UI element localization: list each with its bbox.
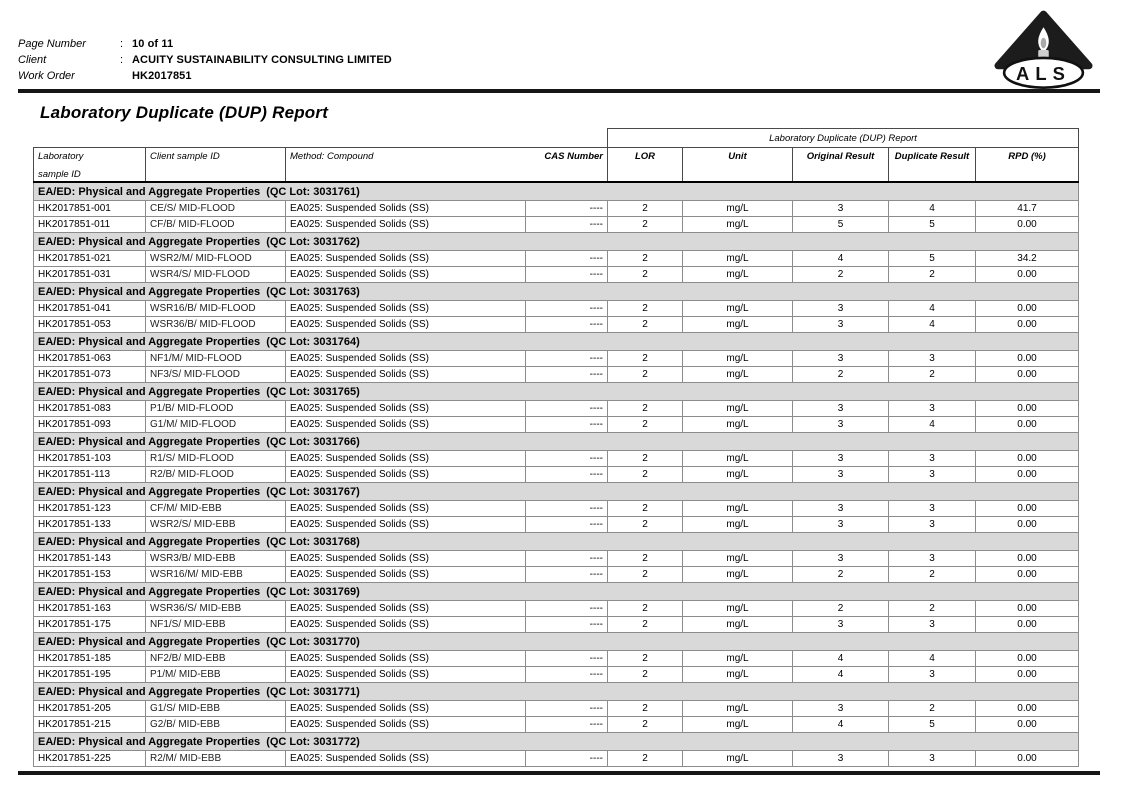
cell-unit: mg/L bbox=[683, 651, 793, 667]
table-row bbox=[34, 651, 1079, 667]
cell-rpd: 0.00 bbox=[976, 467, 1079, 483]
cell-duplicate-result: 2 bbox=[889, 267, 976, 283]
cell-lab-id: HK2017851-063 bbox=[34, 351, 146, 367]
cell-duplicate-result: 4 bbox=[889, 417, 976, 433]
cell-lab-id: HK2017851-001 bbox=[34, 201, 146, 217]
cell-method: EA025: Suspended Solids (SS) bbox=[286, 567, 526, 583]
cell-method: EA025: Suspended Solids (SS) bbox=[286, 301, 526, 317]
cell-original-result: 2 bbox=[793, 267, 889, 283]
cell-lor: 2 bbox=[608, 601, 683, 617]
cell-client-id: NF3/S/ MID-FLOOD bbox=[146, 367, 286, 383]
cell-duplicate-result: 3 bbox=[889, 617, 976, 633]
cell-unit: mg/L bbox=[683, 717, 793, 733]
cell-cas-number: ---- bbox=[526, 467, 608, 483]
table-row bbox=[34, 367, 1079, 383]
table-row bbox=[34, 701, 1079, 717]
cell-duplicate-result: 2 bbox=[889, 701, 976, 717]
cell-method: EA025: Suspended Solids (SS) bbox=[286, 617, 526, 633]
section-title: EA/ED: Physical and Aggregate Properties (QC Lot: 3031766) bbox=[34, 433, 1079, 451]
col-header-lor: LOR bbox=[608, 148, 683, 183]
cell-rpd: 0.00 bbox=[976, 501, 1079, 517]
section-title: EA/ED: Physical and Aggregate Properties (QC Lot: 3031765) bbox=[34, 383, 1079, 401]
cell-lor: 2 bbox=[608, 367, 683, 383]
section-title: EA/ED: Physical and Aggregate Properties (QC Lot: 3031771) bbox=[34, 683, 1079, 701]
group-header-spacer bbox=[34, 129, 608, 148]
cell-unit: mg/L bbox=[683, 201, 793, 217]
cell-cas-number: ---- bbox=[526, 201, 608, 217]
cell-method: EA025: Suspended Solids (SS) bbox=[286, 217, 526, 233]
cell-duplicate-result: 2 bbox=[889, 601, 976, 617]
cell-cas-number: ---- bbox=[526, 251, 608, 267]
cell-unit: mg/L bbox=[683, 301, 793, 317]
cell-lor: 2 bbox=[608, 351, 683, 367]
cell-lor: 2 bbox=[608, 301, 683, 317]
cell-original-result: 3 bbox=[793, 501, 889, 517]
cell-client-id: WSR36/S/ MID-EBB bbox=[146, 601, 286, 617]
cell-cas-number: ---- bbox=[526, 717, 608, 733]
cell-rpd: 0.00 bbox=[976, 751, 1079, 767]
cell-client-id: WSR16/B/ MID-FLOOD bbox=[146, 301, 286, 317]
cell-unit: mg/L bbox=[683, 267, 793, 283]
cell-client-id: CF/B/ MID-FLOOD bbox=[146, 217, 286, 233]
cell-unit: mg/L bbox=[683, 567, 793, 583]
table-row bbox=[34, 567, 1079, 583]
cell-lab-id: HK2017851-175 bbox=[34, 617, 146, 633]
cell-lab-id: HK2017851-103 bbox=[34, 451, 146, 467]
cell-client-id: R2/M/ MID-EBB bbox=[146, 751, 286, 767]
cell-original-result: 2 bbox=[793, 567, 889, 583]
cell-rpd: 0.00 bbox=[976, 651, 1079, 667]
cell-cas-number: ---- bbox=[526, 417, 608, 433]
table-row bbox=[34, 751, 1079, 767]
report-table-body bbox=[34, 182, 1079, 767]
section-title: EA/ED: Physical and Aggregate Properties (QC Lot: 3031763) bbox=[34, 283, 1079, 301]
cell-lab-id: HK2017851-195 bbox=[34, 667, 146, 683]
cell-unit: mg/L bbox=[683, 217, 793, 233]
cell-duplicate-result: 4 bbox=[889, 651, 976, 667]
cell-duplicate-result: 4 bbox=[889, 301, 976, 317]
table-row bbox=[34, 301, 1079, 317]
cell-original-result: 4 bbox=[793, 717, 889, 733]
section-title: EA/ED: Physical and Aggregate Properties (QC Lot: 3031772) bbox=[34, 733, 1079, 751]
cell-client-id: NF1/S/ MID-EBB bbox=[146, 617, 286, 633]
cell-lor: 2 bbox=[608, 567, 683, 583]
cell-method: EA025: Suspended Solids (SS) bbox=[286, 351, 526, 367]
cell-client-id: WSR36/B/ MID-FLOOD bbox=[146, 317, 286, 333]
cell-lor: 2 bbox=[608, 751, 683, 767]
cell-duplicate-result: 3 bbox=[889, 401, 976, 417]
cell-method: EA025: Suspended Solids (SS) bbox=[286, 667, 526, 683]
col-header-duplicate-result: Duplicate Result bbox=[889, 148, 976, 183]
cell-cas-number: ---- bbox=[526, 551, 608, 567]
cell-client-id: WSR2/M/ MID-FLOOD bbox=[146, 251, 286, 267]
section-row bbox=[34, 333, 1079, 351]
cell-cas-number: ---- bbox=[526, 317, 608, 333]
cell-lab-id: HK2017851-053 bbox=[34, 317, 146, 333]
section-row bbox=[34, 733, 1079, 751]
cell-cas-number: ---- bbox=[526, 351, 608, 367]
cell-lab-id: HK2017851-021 bbox=[34, 251, 146, 267]
cell-cas-number: ---- bbox=[526, 267, 608, 283]
cell-rpd: 0.00 bbox=[976, 401, 1079, 417]
header-field-work-order bbox=[18, 68, 392, 84]
cell-duplicate-result: 3 bbox=[889, 351, 976, 367]
section-title: EA/ED: Physical and Aggregate Properties (QC Lot: 3031762) bbox=[34, 233, 1079, 251]
cell-rpd: 0.00 bbox=[976, 551, 1079, 567]
table-row bbox=[34, 551, 1079, 567]
cell-lor: 2 bbox=[608, 701, 683, 717]
cell-client-id: G1/S/ MID-EBB bbox=[146, 701, 286, 717]
cell-lab-id: HK2017851-073 bbox=[34, 367, 146, 383]
section-row bbox=[34, 633, 1079, 651]
cell-duplicate-result: 3 bbox=[889, 667, 976, 683]
cell-lab-id: HK2017851-225 bbox=[34, 751, 146, 767]
cell-cas-number: ---- bbox=[526, 517, 608, 533]
cell-lor: 2 bbox=[608, 501, 683, 517]
cell-lab-id: HK2017851-123 bbox=[34, 501, 146, 517]
section-row bbox=[34, 233, 1079, 251]
cell-rpd: 0.00 bbox=[976, 317, 1079, 333]
cell-original-result: 3 bbox=[793, 551, 889, 567]
cell-client-id: NF2/B/ MID-EBB bbox=[146, 651, 286, 667]
cell-lab-id: HK2017851-083 bbox=[34, 401, 146, 417]
col-header-line1: Laboratory bbox=[38, 151, 84, 162]
cell-duplicate-result: 4 bbox=[889, 201, 976, 217]
section-row bbox=[34, 433, 1079, 451]
cell-lab-id: HK2017851-185 bbox=[34, 651, 146, 667]
cell-method: EA025: Suspended Solids (SS) bbox=[286, 451, 526, 467]
cell-lor: 2 bbox=[608, 267, 683, 283]
cell-unit: mg/L bbox=[683, 467, 793, 483]
table-row bbox=[34, 351, 1079, 367]
section-title: EA/ED: Physical and Aggregate Properties (QC Lot: 3031767) bbox=[34, 483, 1079, 501]
cell-method: EA025: Suspended Solids (SS) bbox=[286, 651, 526, 667]
page-title: Laboratory Duplicate (DUP) Report bbox=[40, 103, 329, 122]
cell-original-result: 3 bbox=[793, 467, 889, 483]
cell-original-result: 3 bbox=[793, 201, 889, 217]
cell-unit: mg/L bbox=[683, 367, 793, 383]
cell-lab-id: HK2017851-143 bbox=[34, 551, 146, 567]
cell-method: EA025: Suspended Solids (SS) bbox=[286, 267, 526, 283]
table-row bbox=[34, 417, 1079, 433]
cell-method: EA025: Suspended Solids (SS) bbox=[286, 201, 526, 217]
cell-rpd: 0.00 bbox=[976, 617, 1079, 633]
cell-original-result: 3 bbox=[793, 701, 889, 717]
cell-method: EA025: Suspended Solids (SS) bbox=[286, 701, 526, 717]
cell-rpd: 0.00 bbox=[976, 267, 1079, 283]
cell-lor: 2 bbox=[608, 417, 683, 433]
cell-duplicate-result: 3 bbox=[889, 501, 976, 517]
table-row bbox=[34, 451, 1079, 467]
cell-rpd: 0.00 bbox=[976, 417, 1079, 433]
field-label: Page Number bbox=[18, 38, 86, 50]
col-header-client-sample-id: Client sample ID bbox=[146, 148, 286, 183]
cell-original-result: 3 bbox=[793, 351, 889, 367]
cell-lab-id: HK2017851-011 bbox=[34, 217, 146, 233]
table-row bbox=[34, 267, 1079, 283]
cell-lab-id: HK2017851-163 bbox=[34, 601, 146, 617]
cell-unit: mg/L bbox=[683, 617, 793, 633]
cell-client-id: P1/B/ MID-FLOOD bbox=[146, 401, 286, 417]
cell-duplicate-result: 5 bbox=[889, 251, 976, 267]
section-title: EA/ED: Physical and Aggregate Properties (QC Lot: 3031769) bbox=[34, 583, 1079, 601]
table-column-header-row bbox=[34, 148, 1079, 183]
cell-client-id: WSR2/S/ MID-EBB bbox=[146, 517, 286, 533]
cell-original-result: 2 bbox=[793, 601, 889, 617]
cell-client-id: CF/M/ MID-EBB bbox=[146, 501, 286, 517]
cell-method: EA025: Suspended Solids (SS) bbox=[286, 551, 526, 567]
cell-duplicate-result: 3 bbox=[889, 451, 976, 467]
section-row bbox=[34, 683, 1079, 701]
cell-lor: 2 bbox=[608, 551, 683, 567]
cell-client-id: WSR3/B/ MID-EBB bbox=[146, 551, 286, 567]
cell-lor: 2 bbox=[608, 317, 683, 333]
cell-cas-number: ---- bbox=[526, 651, 608, 667]
cell-unit: mg/L bbox=[683, 517, 793, 533]
cell-rpd: 0.00 bbox=[976, 567, 1079, 583]
cell-lor: 2 bbox=[608, 517, 683, 533]
cell-original-result: 2 bbox=[793, 367, 889, 383]
cell-client-id: P1/M/ MID-EBB bbox=[146, 667, 286, 683]
field-separator bbox=[120, 68, 132, 84]
section-row bbox=[34, 283, 1079, 301]
cell-unit: mg/L bbox=[683, 667, 793, 683]
cell-lab-id: HK2017851-215 bbox=[34, 717, 146, 733]
field-separator: : bbox=[120, 38, 124, 50]
cell-lab-id: HK2017851-031 bbox=[34, 267, 146, 283]
table-row bbox=[34, 601, 1079, 617]
cell-lor: 2 bbox=[608, 667, 683, 683]
cell-unit: mg/L bbox=[683, 317, 793, 333]
table-row bbox=[34, 517, 1079, 533]
table-row bbox=[34, 201, 1079, 217]
col-header-cas-number: CAS Number bbox=[526, 148, 608, 183]
cell-cas-number: ---- bbox=[526, 601, 608, 617]
field-label: Client bbox=[18, 54, 47, 66]
svg-text:ALS: ALS bbox=[1015, 62, 1072, 84]
section-row bbox=[34, 483, 1079, 501]
cell-rpd: 0.00 bbox=[976, 601, 1079, 617]
cell-original-result: 3 bbox=[793, 317, 889, 333]
cell-client-id: R1/S/ MID-FLOOD bbox=[146, 451, 286, 467]
cell-lab-id: HK2017851-133 bbox=[34, 517, 146, 533]
cell-lor: 2 bbox=[608, 651, 683, 667]
cell-unit: mg/L bbox=[683, 401, 793, 417]
cell-rpd: 0.00 bbox=[976, 301, 1079, 317]
header-field-client bbox=[18, 52, 392, 68]
cell-unit: mg/L bbox=[683, 601, 793, 617]
cell-duplicate-result: 3 bbox=[889, 551, 976, 567]
cell-method: EA025: Suspended Solids (SS) bbox=[286, 367, 526, 383]
cell-original-result: 3 bbox=[793, 617, 889, 633]
cell-client-id: CE/S/ MID-FLOOD bbox=[146, 201, 286, 217]
cell-rpd: 41.7 bbox=[976, 201, 1079, 217]
cell-method: EA025: Suspended Solids (SS) bbox=[286, 401, 526, 417]
cell-duplicate-result: 3 bbox=[889, 517, 976, 533]
section-title: EA/ED: Physical and Aggregate Properties (QC Lot: 3031764) bbox=[34, 333, 1079, 351]
field-value: 10 of 11 bbox=[132, 38, 174, 50]
section-row bbox=[34, 182, 1079, 201]
cell-unit: mg/L bbox=[683, 751, 793, 767]
header-divider-rule bbox=[18, 89, 1100, 93]
cell-unit: mg/L bbox=[683, 551, 793, 567]
cell-lor: 2 bbox=[608, 451, 683, 467]
col-header-line2: sample ID bbox=[38, 169, 81, 180]
cell-unit: mg/L bbox=[683, 351, 793, 367]
cell-lor: 2 bbox=[608, 717, 683, 733]
col-header-laboratory-sample-id bbox=[34, 148, 146, 183]
document-header bbox=[18, 36, 392, 84]
cell-method: EA025: Suspended Solids (SS) bbox=[286, 317, 526, 333]
cell-method: EA025: Suspended Solids (SS) bbox=[286, 467, 526, 483]
field-separator: : bbox=[120, 54, 124, 66]
cell-method: EA025: Suspended Solids (SS) bbox=[286, 717, 526, 733]
field-value: ACUITY SUSTAINABILITY CONSULTING LIMITED bbox=[132, 54, 392, 66]
cell-cas-number: ---- bbox=[526, 301, 608, 317]
cell-cas-number: ---- bbox=[526, 401, 608, 417]
cell-duplicate-result: 2 bbox=[889, 367, 976, 383]
cell-rpd: 0.00 bbox=[976, 367, 1079, 383]
table-row bbox=[34, 217, 1079, 233]
col-header-original-result: Original Result bbox=[793, 148, 889, 183]
cell-cas-number: ---- bbox=[526, 751, 608, 767]
table-row bbox=[34, 501, 1079, 517]
cell-lab-id: HK2017851-153 bbox=[34, 567, 146, 583]
header-field-page-number bbox=[18, 36, 392, 52]
cell-duplicate-result: 4 bbox=[889, 317, 976, 333]
cell-unit: mg/L bbox=[683, 451, 793, 467]
cell-lor: 2 bbox=[608, 217, 683, 233]
section-row bbox=[34, 533, 1079, 551]
cell-cas-number: ---- bbox=[526, 217, 608, 233]
cell-duplicate-result: 3 bbox=[889, 467, 976, 483]
cell-lab-id: HK2017851-093 bbox=[34, 417, 146, 433]
cell-method: EA025: Suspended Solids (SS) bbox=[286, 501, 526, 517]
cell-original-result: 5 bbox=[793, 217, 889, 233]
cell-rpd: 0.00 bbox=[976, 517, 1079, 533]
section-row bbox=[34, 383, 1079, 401]
field-value: HK2017851 bbox=[132, 70, 192, 82]
cell-cas-number: ---- bbox=[526, 617, 608, 633]
cell-cas-number: ---- bbox=[526, 501, 608, 517]
cell-rpd: 0.00 bbox=[976, 667, 1079, 683]
table-row bbox=[34, 667, 1079, 683]
section-row bbox=[34, 583, 1079, 601]
cell-duplicate-result: 3 bbox=[889, 751, 976, 767]
cell-rpd: 0.00 bbox=[976, 701, 1079, 717]
cell-original-result: 3 bbox=[793, 517, 889, 533]
cell-original-result: 3 bbox=[793, 301, 889, 317]
table-row bbox=[34, 467, 1079, 483]
cell-method: EA025: Suspended Solids (SS) bbox=[286, 751, 526, 767]
cell-rpd: 0.00 bbox=[976, 351, 1079, 367]
cell-cas-number: ---- bbox=[526, 567, 608, 583]
cell-original-result: 4 bbox=[793, 651, 889, 667]
cell-client-id: WSR4/S/ MID-FLOOD bbox=[146, 267, 286, 283]
cell-method: EA025: Suspended Solids (SS) bbox=[286, 601, 526, 617]
section-title: EA/ED: Physical and Aggregate Properties (QC Lot: 3031768) bbox=[34, 533, 1079, 551]
cell-cas-number: ---- bbox=[526, 451, 608, 467]
cell-lor: 2 bbox=[608, 201, 683, 217]
cell-unit: mg/L bbox=[683, 701, 793, 717]
cell-client-id: NF1/M/ MID-FLOOD bbox=[146, 351, 286, 367]
col-header-rpd: RPD (%) bbox=[976, 148, 1079, 183]
cell-lor: 2 bbox=[608, 467, 683, 483]
cell-rpd: 34.2 bbox=[976, 251, 1079, 267]
cell-lab-id: HK2017851-041 bbox=[34, 301, 146, 317]
cell-unit: mg/L bbox=[683, 251, 793, 267]
section-title: EA/ED: Physical and Aggregate Properties (QC Lot: 3031770) bbox=[34, 633, 1079, 651]
cell-unit: mg/L bbox=[683, 501, 793, 517]
cell-method: EA025: Suspended Solids (SS) bbox=[286, 517, 526, 533]
footer-rule bbox=[18, 771, 1100, 775]
cell-original-result: 3 bbox=[793, 401, 889, 417]
cell-rpd: 0.00 bbox=[976, 717, 1079, 733]
table-row bbox=[34, 251, 1079, 267]
table-row bbox=[34, 317, 1079, 333]
cell-duplicate-result: 2 bbox=[889, 567, 976, 583]
group-header-title: Laboratory Duplicate (DUP) Report bbox=[608, 129, 1079, 148]
cell-client-id: G1/M/ MID-FLOOD bbox=[146, 417, 286, 433]
cell-lab-id: HK2017851-205 bbox=[34, 701, 146, 717]
cell-duplicate-result: 5 bbox=[889, 717, 976, 733]
cell-duplicate-result: 5 bbox=[889, 217, 976, 233]
cell-original-result: 3 bbox=[793, 751, 889, 767]
dup-report-table bbox=[33, 128, 1079, 767]
cell-original-result: 3 bbox=[793, 417, 889, 433]
cell-method: EA025: Suspended Solids (SS) bbox=[286, 417, 526, 433]
table-group-header-row bbox=[34, 129, 1079, 148]
cell-original-result: 3 bbox=[793, 451, 889, 467]
cell-rpd: 0.00 bbox=[976, 217, 1079, 233]
cell-unit: mg/L bbox=[683, 417, 793, 433]
cell-client-id: R2/B/ MID-FLOOD bbox=[146, 467, 286, 483]
cell-method: EA025: Suspended Solids (SS) bbox=[286, 251, 526, 267]
table-row bbox=[34, 617, 1079, 633]
col-header-unit: Unit bbox=[683, 148, 793, 183]
cell-client-id: G2/B/ MID-EBB bbox=[146, 717, 286, 733]
col-header-method-compound: Method: Compound bbox=[286, 148, 526, 183]
cell-lor: 2 bbox=[608, 617, 683, 633]
table-row bbox=[34, 717, 1079, 733]
table-row bbox=[34, 401, 1079, 417]
als-logo-icon bbox=[991, 8, 1096, 92]
cell-cas-number: ---- bbox=[526, 367, 608, 383]
cell-lab-id: HK2017851-113 bbox=[34, 467, 146, 483]
cell-cas-number: ---- bbox=[526, 701, 608, 717]
cell-original-result: 4 bbox=[793, 251, 889, 267]
cell-client-id: WSR16/M/ MID-EBB bbox=[146, 567, 286, 583]
cell-cas-number: ---- bbox=[526, 667, 608, 683]
section-title: EA/ED: Physical and Aggregate Properties (QC Lot: 3031761) bbox=[34, 182, 1079, 201]
cell-rpd: 0.00 bbox=[976, 451, 1079, 467]
cell-original-result: 4 bbox=[793, 667, 889, 683]
cell-lor: 2 bbox=[608, 401, 683, 417]
cell-lor: 2 bbox=[608, 251, 683, 267]
field-label: Work Order bbox=[18, 70, 75, 82]
